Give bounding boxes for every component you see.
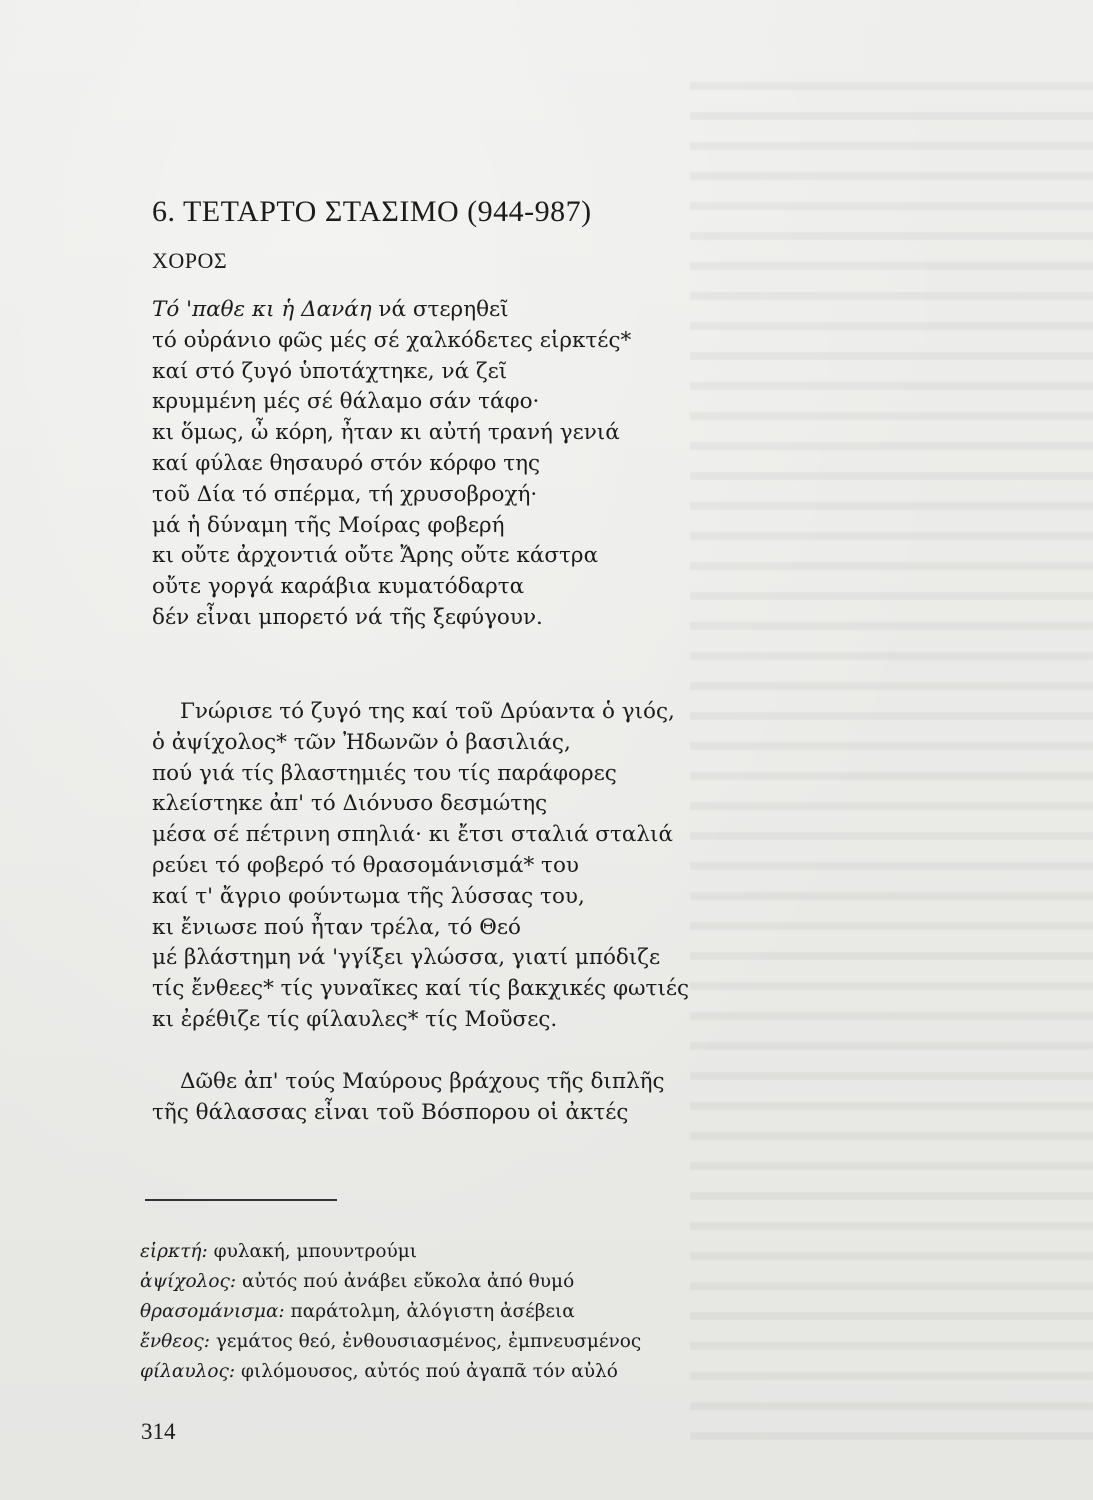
verse-line: ὁ ἀψίχολος* τῶν Ἠδωνῶν ὁ βασιλιάς, [152, 729, 571, 755]
section-heading: 6. ΤΕΤΑΡΤΟ ΣΤΑΣΙΜΟ (944-987) [152, 195, 592, 228]
footnote [140, 1327, 641, 1357]
footnote-term: ἀψίχολος: [140, 1271, 237, 1292]
speaker-label: ΧΟΡΟΣ [152, 248, 228, 273]
verse-line: δέν εἶναι μπορετό νά τῆς ξεφύγουν. [152, 604, 543, 630]
verse-line: μέ βλάστημη νά 'γγίξει γλώσσα, γιατί μπόδιζε [152, 945, 661, 971]
footnote-definition: παράτολμη, ἀλόγιστη ἀσέβεια [284, 1301, 575, 1322]
verse-line: οὔτε γοργά καράβια κυματόδαρτα [152, 574, 525, 600]
footnote-term: φίλαυλος: [140, 1361, 236, 1382]
verse-line: κι ἔνιωσε πού ἦταν τρέλα, τό Θεό [152, 914, 521, 940]
footnote-term: εἱρκτή: [140, 1241, 208, 1262]
verse-line: κλείστηκε ἀπ' τό Διόνυσο δεσμώτης [152, 791, 548, 817]
show-through-text [690, 60, 1093, 1460]
verse-line: καί στό ζυγό ὑποτάχτηκε, νά ζεῖ [152, 358, 508, 384]
verse-line: τό οὐράνιο φῶς μές σέ χαλκόδετες εἱρκτές* [152, 327, 632, 353]
verse-line: μά ἡ δύναμη τῆς Μοίρας φοβερή [152, 512, 505, 538]
verse-line: κι ὅμως, ὦ κόρη, ἦταν κι αὐτή τρανή γενιά [152, 420, 620, 446]
verse-line: κι οὔτε ἀρχοντιά οὔτε Ἄρης οὔτε κάστρα [152, 543, 599, 569]
footnote [140, 1267, 641, 1297]
page-number: 314 [141, 1419, 176, 1444]
stanza-1 [152, 295, 631, 634]
verse-line: κρυμμένη μές σέ θάλαμο σάν τάφο· [152, 389, 540, 415]
verse-line: Δῶθε ἀπ' τούς Μαύρους βράχους τῆς διπλῆς [180, 1069, 665, 1094]
stanza-2 [152, 697, 689, 1036]
verse-line: καί φύλαε θησαυρό στόν κόρφο της [152, 450, 541, 476]
footnote [140, 1237, 641, 1267]
verse-line: κι ἐρέθιζε τίς φίλαυλες* τίς Μοῦσες. [152, 1006, 558, 1032]
footnote-definition: αὐτός πού ἀνάβει εὔκολα ἀπό θυμό [236, 1271, 575, 1292]
verse-line [152, 295, 631, 326]
verse-line: τοῦ Δία τό σπέρμα, τή χρυσοβροχή· [152, 481, 538, 507]
verse-line: τῆς θάλασσας εἶναι τοῦ Βόσπορου οἱ ἀκτές [152, 1099, 629, 1125]
verse-line: Γνώρισε τό ζυγό της καί τοῦ Δρύαντα ὁ γιός, [180, 699, 675, 724]
footnote-definition: γεμάτος θεό, ἐνθουσιασμένος, ἐμπνευσμένος [209, 1331, 642, 1352]
verse-line: τίς ἔνθεες* τίς γυναῖκες καί τίς βακχικές φωτιές [152, 976, 690, 1002]
footnote-term: ἔνθεος: [140, 1331, 210, 1352]
verse-text: νά στερηθεῖ [371, 297, 509, 322]
footnote-term: θρασομάνισμα: [140, 1301, 285, 1322]
footnote [140, 1357, 641, 1387]
verse-lead: Τό 'παθε κι ἡ Δανάη [152, 297, 372, 322]
footnote-divider [145, 1199, 337, 1201]
footnotes [140, 1237, 641, 1387]
footnote [140, 1297, 641, 1327]
stanza-3 [152, 1067, 665, 1129]
verse-line: πού γιά τίς βλαστημιές του τίς παράφορες [152, 760, 617, 786]
footnote-definition: φυλακή, μπουντρούμι [207, 1241, 418, 1262]
verse-line: καί τ' ἄγριο φούντωμα τῆς λύσσας του, [152, 883, 585, 909]
verse-line: μέσα σέ πέτρινη σπηλιά· κι ἔτσι σταλιά σταλιά [152, 822, 673, 848]
verse-line: ρεύει τό φοβερό τό θρασομάνισμά* του [152, 852, 579, 878]
footnote-definition: φιλόμουσος, αὐτός πού ἀγαπᾶ τόν αὐλό [235, 1361, 618, 1382]
